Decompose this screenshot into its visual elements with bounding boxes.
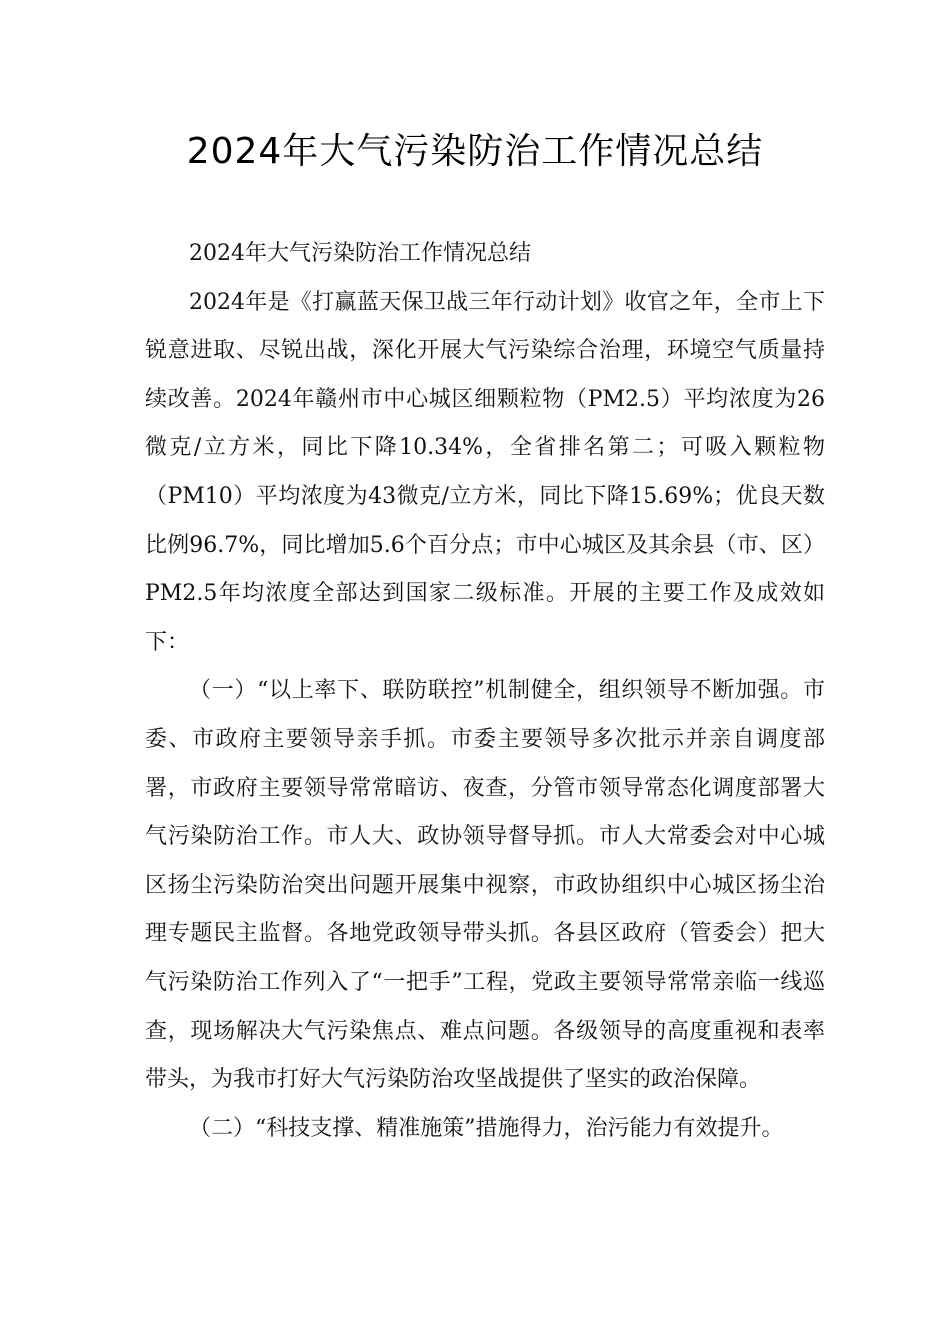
- paragraph-heading-repeat: 2024年大气污染防治工作情况总结: [189, 241, 531, 266]
- paragraph-intro: 2024年是《打赢蓝天保卫战三年行动计划》收官之年，全市上下锐意进取、尽锐出战，深化开展大气污染综合治理，环境空气质量持续改善。2024年赣州市中心城区细颗粒物（PM2.5）平均浓度为26微克/立方米，同比下降10.34%，全省排名第二；可吸入颗粒物（PM10）平均浓度为43微克/立方米，同比下降15.69%；优良天数比例96.7%，同比增加5.6个百分点；市中心城区及其余县（市、区）PM2.5年均浓度全部达到国家二级标准。开展的主要工作及成效如下：: [145, 289, 825, 655]
- paragraph-section-2: （二）“科技支撑、精准施策”措施得力，治污能力有效提升。: [189, 1115, 784, 1141]
- document-body: [145, 230, 825, 1153]
- paragraph-section-1: （一）“以上率下、联防联控”机制健全，组织领导不断加强。市委、市政府主要领导亲手抓。市委主要领导多次批示并亲自调度部署，市政府主要领导常常暗访、夜查，分管市领导常态化调度部署大气污染防治工作。市人大、政协领导督导抓。市人大常委会对中心城区扬尘污染防治突出问题开展集中视察，市政协组织中心城区扬尘治理专题民主监督。各地党政领导带头抓。各县区政府（管委会）把大气污染防治工作列入了“一把手”工程，党政主要领导常常亲临一线巡查，现场解决大气污染焦点、难点问题。各级领导的高度重视和表率带头，为我市打好大气污染防治攻坚战提供了坚实的政治保障。: [145, 678, 825, 1093]
- document-title: 2024年大气污染防治工作情况总结: [186, 131, 764, 172]
